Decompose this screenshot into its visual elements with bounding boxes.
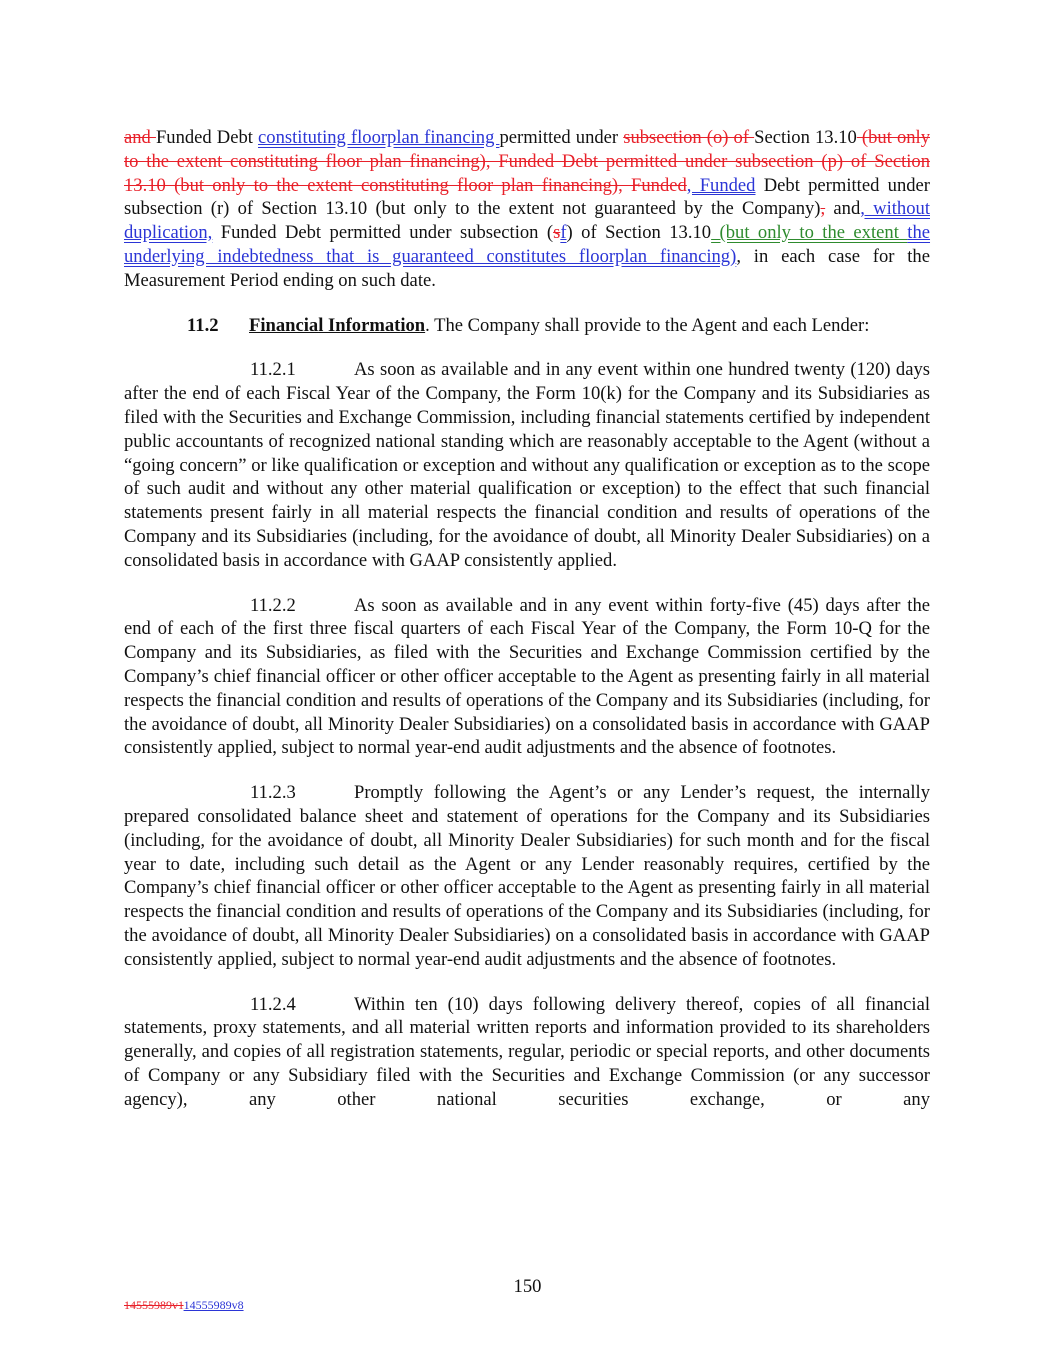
funded-debt-paragraph: [124, 126, 930, 293]
body-text: Debt permitted under subsection (r) of Section 13.10 (but only to the extent not guaranteed by the Company): [124, 174, 930, 220]
inserted-text: the underlying indebtedness that is guaranteed constitutes floorplan financing): [124, 222, 931, 267]
body-text: and: [825, 198, 861, 220]
section-number: 11.2: [187, 314, 219, 336]
body-text: permitted under: [499, 127, 624, 148]
subsection-text: Promptly following the Agent’s or any Lender’s request, the internally prepared consolidated balance sheet and statement of operations for the Company and its Subsidiaries (including, for the avoidance of doubt, all Minority Dealer Subsidiaries) for such month and for the fiscal year to date, including such detail as the Agent or any Lender reasonably requires, certified by the Company’s chief financial officer or other officer acceptable to the Agent as presenting fairly in all material respects the financial condition and results of operations of the Company and its Subsidiaries (including, for the avoidance of doubt, all Minority Dealer Subsidiaries) on a consolidated basis in accordance with GAAP consistently applied, subject to normal year-end audit adjustments and the absence of footnotes.: [124, 782, 930, 970]
subsection-11-2-4: [124, 993, 930, 1112]
inserted-text: constituting floorplan financing: [258, 127, 500, 148]
inserted-doc-id: 14555989v8: [183, 1298, 244, 1312]
body-text: , in each case for the Measurement Period ending on such date.: [124, 245, 930, 291]
document-body: [124, 126, 930, 1132]
deleted-text: (but only to the extent constituting floor plan financing), Funded Debt permitted under subsection (p) of Section 13.10 (but only to the extent constituting floor plan financing), Funded: [124, 127, 930, 196]
deleted-text: s: [553, 222, 561, 244]
subsection-number: 11.2.4: [250, 993, 296, 1015]
body-text: ) of Section 13.10: [566, 222, 712, 244]
body-text: Funded Debt: [155, 127, 259, 148]
section-11-2-heading: [124, 314, 930, 338]
deleted-text: subsection (o) of: [623, 127, 755, 148]
body-text: Section 13.10: [754, 127, 857, 148]
subsection-11-2-2: [124, 594, 930, 761]
subsection-text: As soon as available and in any event within one hundred twenty (120) days after the end of each Fiscal Year of the Company, the Form 10(k) for the Company and its Subsidiaries as filed with the Securities and Exchange Commission, including financial statements certified by independent public accountants of recognized national standing which are reasonably acceptable to the Agent (without a “going concern” or like qualification or exception and without any qualification or exception as to the scope of such audit and without any other material qualification or exception) to the effect that such financial statements present fairly in all material respects the financial condition and results of operations of the Company and its Subsidiaries (including, for the avoidance of doubt, all Minority Dealer Subsidiaries) on a consolidated basis in accordance with GAAP consistently applied.: [124, 359, 930, 571]
subsection-text: Within ten (10) days following delivery thereof, copies of all financial statements, proxy statements, and all material written reports and information provided to its shareholders generally, and copies of all registration statements, regular, periodic or special reports, and other documents of Company or any Subsidiary filed with the Securities and Exchange Commission (or any successor agency), any other national securities exchange, or any: [124, 993, 930, 1110]
deleted-text: and: [124, 127, 156, 148]
subsection-11-2-3: [124, 781, 930, 971]
inserted-text: f: [560, 222, 567, 244]
moved-text: (but only to the extent: [711, 222, 908, 244]
subsection-number: 11.2.1: [250, 359, 296, 381]
section-title: Financial Information: [249, 314, 426, 336]
subsection-number: 11.2.3: [250, 782, 296, 804]
section-intro: . The Company shall provide to the Agent and each Lender:: [425, 314, 870, 336]
inserted-text: , Funded: [686, 174, 756, 196]
subsection-text: As soon as available and in any event within forty-five (45) days after the end of each of the first three fiscal quarters of each Fiscal Year of the Company, the Form 10-Q for the Company and its Subsidiaries, as filed with the Securities and Exchange Commission certified by the Company’s chief financial officer or other officer acceptable to the Agent as presenting fairly in all material respects the financial condition and results of operations of the Company and its Subsidiaries (including, for the avoidance of doubt, all Minority Dealer Subsidiaries) on a consolidated basis in accordance with GAAP consistently applied, subject to normal year-end audit adjustments and the absence of footnotes.: [124, 594, 930, 759]
body-text: Funded Debt permitted under subsection (: [212, 222, 554, 244]
subsection-number: 11.2.2: [250, 594, 296, 616]
subsection-11-2-1: [124, 358, 930, 572]
deleted-text: ,: [820, 198, 826, 220]
deleted-doc-id: 14555989v1: [124, 1298, 184, 1312]
page-number: 150: [513, 1276, 542, 1297]
document-id-footer: [124, 1298, 244, 1313]
inserted-text: , without duplication,: [124, 198, 930, 244]
